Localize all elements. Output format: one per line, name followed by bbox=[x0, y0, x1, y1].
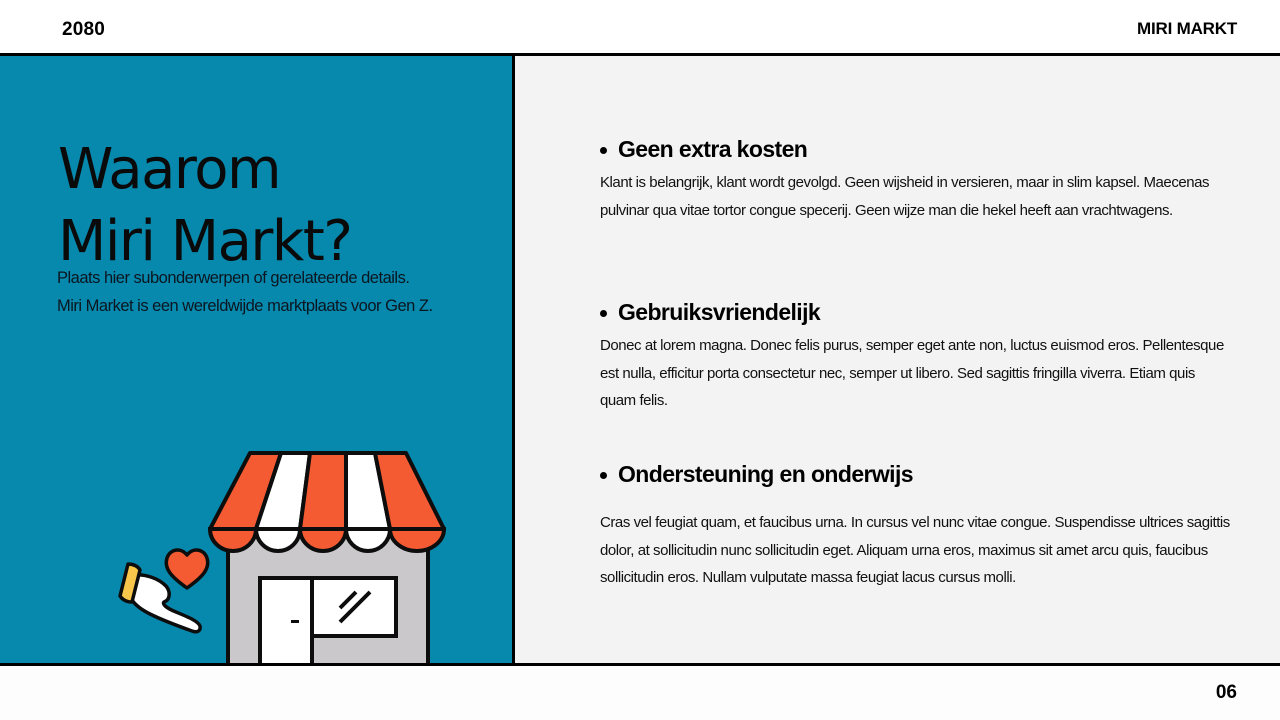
title-line-1: Waarom bbox=[58, 137, 281, 202]
bullet-icon bbox=[600, 472, 607, 479]
section-heading-text: Geen extra kosten bbox=[618, 135, 808, 162]
section-heading bbox=[600, 459, 1240, 489]
top-bar bbox=[0, 0, 1280, 53]
subtitle-line-2: Miri Market is een wereldwijde marktplaats voor Gen Z. bbox=[57, 297, 433, 315]
section-heading-text: Gebruiksvriendelijk bbox=[618, 298, 821, 325]
subtitle bbox=[57, 264, 437, 320]
section-body: Klant is belangrijk, klant wordt gevolgd. Geen wijsheid in versieren, maar in slim kapsel. Maecenas pulvinar qua vitae tortor congue specerij. Geen wijze man die hekel heeft aan vrachtwagens. bbox=[600, 174, 1210, 219]
heart-icon bbox=[166, 550, 207, 588]
year-label: 2080 bbox=[62, 19, 106, 40]
market-stall-illustration bbox=[100, 440, 460, 664]
bullet-icon bbox=[600, 310, 607, 317]
section-heading-text: Ondersteuning en onderwijs bbox=[618, 460, 913, 487]
subtitle-line-1: Plaats hier subonderwerpen of gerelateerde details. bbox=[57, 269, 410, 287]
section-ondersteuning-en-onderwijs bbox=[600, 459, 1240, 592]
page-title bbox=[58, 134, 352, 278]
page-number: 06 bbox=[1215, 682, 1237, 703]
section-heading bbox=[600, 134, 1240, 164]
shop-icon bbox=[210, 453, 444, 664]
bottom-bar bbox=[0, 666, 1280, 720]
section-gebruiksvriendelijk bbox=[600, 297, 1240, 415]
section-geen-extra-kosten bbox=[600, 134, 1240, 224]
title-line-2: Miri Markt? bbox=[58, 209, 352, 274]
section-body: Donec at lorem magna. Donec felis purus, semper eget ante non, luctus euismod eros. Pellentesque est nulla, efficitur porta consectetur nec, semper ut libero. Sed sagittis fringilla viverra. Etiam quis quam felis. bbox=[600, 337, 1224, 409]
section-body: Cras vel feugiat quam, et faucibus urna. In cursus vel nunc vitae congue. Suspendisse ultrices sagittis dolor, at sollicitudin nunc sollicitudin eget. Aliquam urna eros, maximus sit amet arcu quis, faucibus sollicitudin eros. Nullam vulputate massa feugiat lacus cursus molli. bbox=[600, 514, 1230, 586]
bullet-icon bbox=[600, 147, 607, 154]
left-panel bbox=[0, 56, 512, 664]
section-heading bbox=[600, 297, 1240, 327]
brand-label: MIRI MARKT bbox=[1137, 19, 1237, 38]
